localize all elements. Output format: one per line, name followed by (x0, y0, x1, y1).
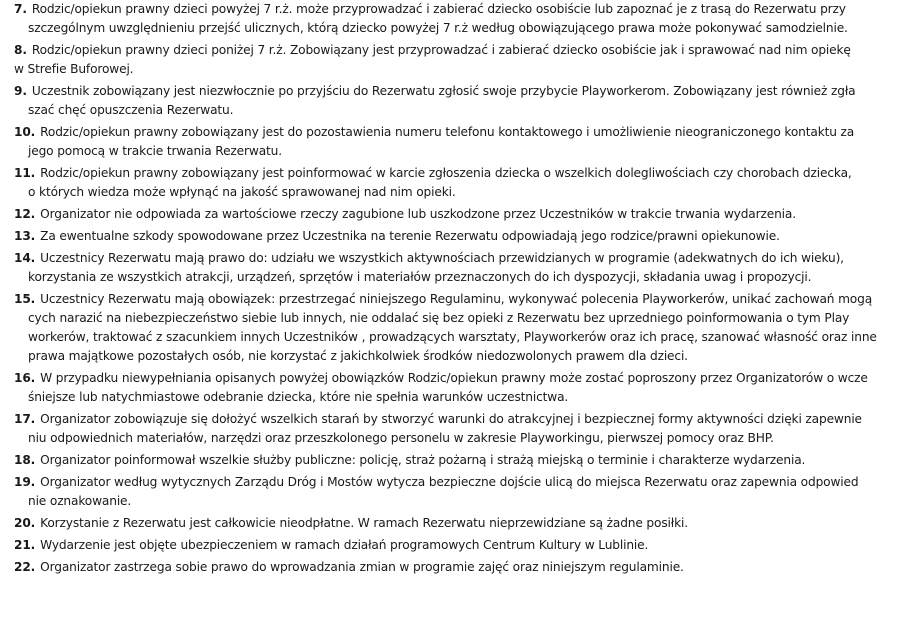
regulation-item-15 (14, 290, 892, 366)
regulation-item-17 (14, 410, 892, 448)
regulations-document (14, 0, 892, 577)
item-text: Wydarzenie jest objęte ubezpieczeniem w ramach działań programowych Centrum Kultury w Lublinie. (40, 538, 649, 552)
regulation-item-11 (14, 164, 892, 202)
item-number: 16. (14, 371, 36, 385)
item-line (14, 227, 892, 246)
item-line: w Strefie Buforowej. (14, 62, 134, 76)
regulation-item-9 (14, 82, 892, 120)
item-text: Organizator poinformował wszelkie służby publiczne: policję, straż pożarną i strażą miejską o terminie i charakterze wydarzenia. (40, 453, 806, 467)
item-line: szczególnym uwzględnieniu przejść ulicznych, którą dziecko powyżej 7 r.ż według obowiązującego prawa może pokonywać samodzielnie. (28, 21, 848, 35)
item-text: Rodzic/opiekun prawny dzieci powyżej 7 r.ż. może przyprowadzać i zabierać dziecko osobiście lub zapoznać je z trasą do Rezerwatu przy (31, 2, 846, 16)
item-text: Organizator zobowiązuje się dołożyć wszelkich starań by stworzyć warunki do atrakcyjnej i bezpiecznej formy aktywności dzięki zapewnie (40, 412, 862, 426)
item-line: workerów, traktować z szacunkiem innych Uczestników , prowadzących warsztaty, Playworkerów oraz ich pracę, szanować własność oraz inne (28, 330, 877, 344)
regulation-item-7 (14, 0, 892, 38)
item-line (14, 536, 892, 555)
item-number: 21. (14, 538, 36, 552)
item-line: cych narazić na niebezpieczeństwo siebie lub innych, nie oddalać się bez opieki z Rezerwatu bez uprzedniego poinformowania o tym Play (28, 311, 850, 325)
item-number: 13. (14, 229, 36, 243)
item-text: Za ewentualne szkody spowodowane przez Uczestnika na terenie Rezerwatu odpowiadają jego rodzice/prawni opiekunowie. (40, 229, 780, 243)
item-line: o których wiedza może wpłynąć na jakość sprawowanej nad nim opieki. (28, 185, 456, 199)
item-text: Organizator zastrzega sobie prawo do wprowadzania zmian w programie zajęć oraz niniejszym regulaminie. (40, 560, 684, 574)
item-text: Rodzic/opiekun prawny zobowiązany jest do pozostawienia numeru telefonu kontaktowego i umożliwienie nieograniczonego kontaktu za (40, 125, 855, 139)
item-line (14, 558, 892, 577)
regulation-item-10 (14, 123, 892, 161)
item-line: korzystania ze wszystkich atrakcji, urządzeń, sprzętów i materiałów przeznaczonych do ich dyspozycji, składania uwag i propozycji. (28, 270, 812, 284)
item-number: 20. (14, 516, 36, 530)
regulation-item-21 (14, 536, 892, 555)
item-number: 14. (14, 251, 36, 265)
item-line (14, 123, 892, 142)
item-number: 9. (14, 84, 27, 98)
item-line (14, 82, 892, 101)
item-line (14, 41, 892, 60)
item-line: śniejsze lub natychmiastowe odebranie dziecka, które nie spełnia warunków uczestnictwa. (28, 390, 569, 404)
regulation-item-18 (14, 451, 892, 470)
item-text: Rodzic/opiekun prawny dzieci poniżej 7 r.ż. Zobowiązany jest przyprowadzać i zabierać dziecko osobiście jak i sprawować nad nim opiekę (31, 43, 851, 57)
item-line: szać chęć opuszczenia Rezerwatu. (28, 103, 234, 117)
item-number: 17. (14, 412, 36, 426)
item-line (14, 473, 892, 492)
item-text: Uczestnicy Rezerwatu mają prawo do: udziału we wszystkich aktywnościach przewidzianych w programie (adekwatnych do ich wieku), (40, 251, 844, 265)
item-line (14, 369, 892, 388)
item-text: Organizator według wytycznych Zarządu Dróg i Mostów wytycza bezpieczne dojście ulicą do miejsca Rezerwatu oraz zapewnia odpowied (40, 475, 859, 489)
regulation-item-20 (14, 514, 892, 533)
item-text: Uczestnicy Rezerwatu mają obowiązek: przestrzegać niniejszego Regulaminu, wykonywać polecenia Playworkerów, unikać zachowań mogą (40, 292, 873, 306)
item-text: Korzystanie z Rezerwatu jest całkowicie nieodpłatne. W ramach Rezerwatu nieprzewidziane są żadne posiłki. (40, 516, 688, 530)
regulation-item-13 (14, 227, 892, 246)
item-number: 15. (14, 292, 36, 306)
regulation-item-8 (14, 41, 892, 79)
item-text: Uczestnik zobowiązany jest niezwłocznie po przyjściu do Rezerwatu zgłosić swoje przybycie Playworkerom. Zobowiązany jest również zgła (31, 84, 856, 98)
item-number: 8. (14, 43, 27, 57)
item-line (14, 205, 892, 224)
item-line (14, 164, 892, 183)
regulation-item-16 (14, 369, 892, 407)
item-text: W przypadku niewypełniania opisanych powyżej obowiązków Rodzic/opiekun prawny może zostać poproszony przez Organizatorów o wcze (40, 371, 868, 385)
item-number: 12. (14, 207, 36, 221)
item-line: jego pomocą w trakcie trwania Rezerwatu. (28, 144, 282, 158)
item-number: 22. (14, 560, 36, 574)
regulation-item-19 (14, 473, 892, 511)
regulation-item-22 (14, 558, 892, 577)
item-line: niu odpowiednich materiałów, narzędzi oraz przeszkolonego personelu w zakresie Playworkingu, pierwszej pomocy oraz BHP. (28, 431, 774, 445)
item-number: 19. (14, 475, 36, 489)
item-number: 10. (14, 125, 36, 139)
item-line (14, 410, 892, 429)
item-line (14, 0, 892, 19)
item-line (14, 290, 892, 309)
item-line (14, 249, 892, 268)
item-line (14, 451, 892, 470)
item-text: Rodzic/opiekun prawny zobowiązany jest poinformować w karcie zgłoszenia dziecka o wszelkich dolegliwościach czy chorobach dziecka, (40, 166, 852, 180)
item-number: 7. (14, 2, 27, 16)
item-number: 11. (14, 166, 36, 180)
regulation-item-14 (14, 249, 892, 287)
item-number: 18. (14, 453, 36, 467)
item-line: prawa majątkowe pozostałych osób, nie korzystać z jakichkolwiek środków niedozwolonych prawem dla dzieci. (28, 349, 688, 363)
item-line (14, 514, 892, 533)
item-line: nie oznakowanie. (28, 494, 132, 508)
regulation-item-12 (14, 205, 892, 224)
item-text: Organizator nie odpowiada za wartościowe rzeczy zagubione lub uszkodzone przez Uczestników w trakcie trwania wydarzenia. (40, 207, 796, 221)
